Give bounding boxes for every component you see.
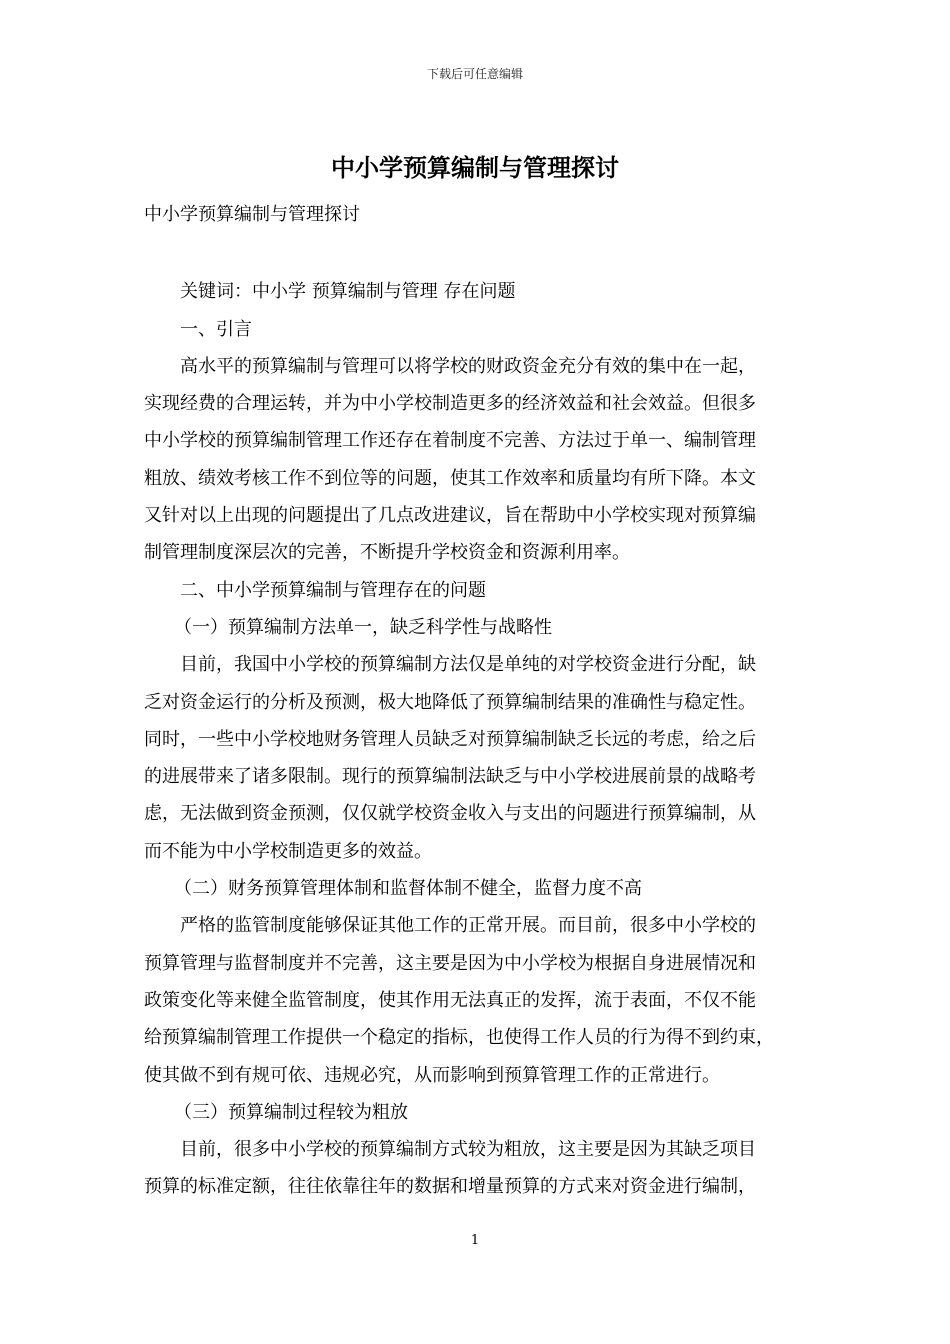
paragraph-line: 同时，一些中小学校地财务管理人员缺乏对预算编制缺乏长远的考虑，给之后 xyxy=(144,728,756,750)
paragraph-line: 实现经费的合理运转，并为中小学校制造更多的经济效益和社会效益。但很多 xyxy=(144,393,756,415)
paragraph-line: 预算的标准定额，往往依靠往年的数据和增量预算的方式来对资金进行编制， xyxy=(144,1176,756,1198)
document-subtitle: 中小学预算编制与管理探讨 xyxy=(144,204,360,225)
paragraph-process xyxy=(144,1131,814,1206)
document-body xyxy=(144,196,814,1206)
page-number: 1 xyxy=(470,1233,480,1248)
spacer xyxy=(144,233,814,273)
section-heading-problems: 二、中小学预算编制与管理存在的问题 xyxy=(180,579,486,601)
paragraph-line: 严格的监管制度能够保证其他工作的正常开展。而目前，很多中小学校的 xyxy=(180,915,756,937)
paragraph-line: 的进展带来了诸多限制。现行的预算编制法缺乏与中小学校进展前景的战略考 xyxy=(144,766,756,788)
paragraph-line: 目前，很多中小学校的预算编制方式较为粗放，这主要是因为其缺乏项目 xyxy=(180,1139,756,1161)
paragraph-line: 又针对以上出现的问题提出了几点改进建议，旨在帮助中小学校实现对预算编 xyxy=(144,505,756,527)
paragraph-intro xyxy=(144,348,814,572)
paragraph-line: 政策变化等来健全监管制度，使其作用无法真正的发挥，流于表面，不仅不能 xyxy=(144,989,756,1011)
paragraph-line: 给预算编制管理工作提供一个稳定的指标，也使得工作人员的行为得不到约束， xyxy=(144,1027,774,1049)
paragraph-supervision xyxy=(144,907,814,1093)
paragraph-line: 目前，我国中小学校的预算编制方法仅是单纯的对学校资金进行分配，缺 xyxy=(180,654,756,676)
paragraph-method xyxy=(144,646,814,870)
document-title: 中小学预算编制与管理探讨 xyxy=(331,153,619,182)
paragraph-line: 中小学校的预算编制管理工作还存在着制度不完善、方法过于单一、编制管理 xyxy=(144,430,756,452)
subsection-heading-2: （二）财务预算管理体制和监督体制不健全，监督力度不高 xyxy=(174,878,642,900)
subsection-heading-1: （一）预算编制方法单一，缺乏科学性与战略性 xyxy=(174,616,552,638)
paragraph-line: 粗放、绩效考核工作不到位等的问题，使其工作效率和质量均有所下降。本文 xyxy=(144,467,756,489)
paragraph-line: 预算管理与监督制度并不完善，这主要是因为中小学校为根据自身进展情况和 xyxy=(144,952,756,974)
paragraph-line: 高水平的预算编制与管理可以将学校的财政资金充分有效的集中在一起， xyxy=(180,355,756,377)
paragraph-line: 而不能为中小学校制造更多的效益。 xyxy=(144,840,432,862)
paragraph-line: 虑，无法做到资金预测，仅仅就学校资金收入与支出的问题进行预算编制，从 xyxy=(144,803,756,825)
section-heading-intro: 一、引言 xyxy=(180,318,252,340)
paragraph-line: 制管理制度深层次的完善，不断提升学校资金和资源利用率。 xyxy=(144,542,630,564)
paragraph-line: 乏对资金运行的分析及预测，极大地降低了预算编制结果的准确性与稳定性。 xyxy=(144,691,756,713)
keywords-line: 关键词：中小学 预算编制与管理 存在问题 xyxy=(180,281,516,303)
paragraph-line: 使其做不到有规可依、违规必究，从而影响到预算管理工作的正常进行。 xyxy=(144,1064,720,1086)
subsection-heading-3: （三）预算编制过程较为粗放 xyxy=(174,1101,408,1123)
header-note: 下载后可任意编辑 xyxy=(426,67,523,81)
